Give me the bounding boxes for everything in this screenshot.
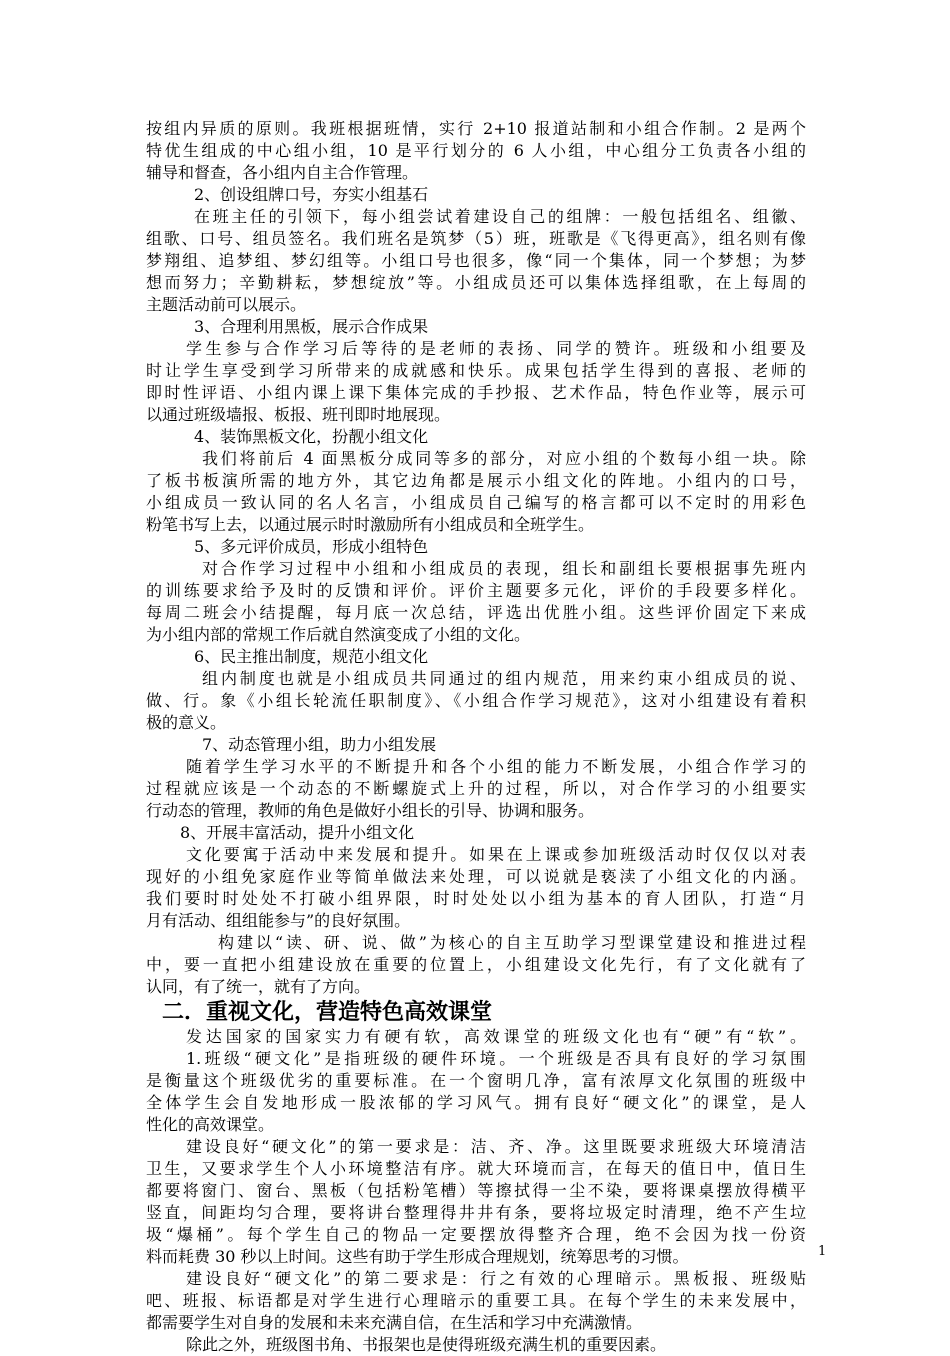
- paragraph-line: 了板书板演所需的地方外，其它边角都是展示小组文化的阵地。小组内的口号，: [146, 471, 806, 490]
- section-heading-7: 7、动态管理小组，助力小组发展: [202, 735, 437, 754]
- paragraph-line: 的训练要求给予及时的反馈和评价。评价主题要多元化，评价的手段要多样化。: [146, 581, 806, 600]
- paragraph-line: 特优生组成的中心组小组，10 是平行划分的 6 人小组，中心组分工负责各小组的: [146, 141, 806, 160]
- section-heading-5: 5、多元评价成员，形成小组特色: [194, 537, 429, 556]
- paragraph-line: 粉笔书写上去，以通过展示时时激励所有小组成员和全班学生。: [146, 515, 595, 534]
- section-heading-8: 8、开展丰富活动，提升小组文化: [180, 823, 415, 842]
- section-heading-4: 4、装饰黑板文化，扮靓小组文化: [194, 427, 429, 446]
- paragraph-line: 文化要寓于活动中来发展和提升。如果在上课或参加班级活动时仅仅以对表: [186, 845, 806, 864]
- paragraph-line: 以通过班级墙报、板报、班刊即时地展现。: [146, 405, 451, 424]
- paragraph-line: 小组成员一致认同的名人名言，小组成员自己编写的格言都可以不定时的用彩色: [146, 493, 806, 512]
- paragraph-line: 除此之外，班级图书角、书报架也是使得班级充满生机的重要因素。: [186, 1335, 667, 1354]
- paragraph-line: 吧、班报、标语都是对学生进行心理暗示的重要工具。在每个学生的未来发展中，: [146, 1291, 806, 1310]
- paragraph-line: 料而耗费 30 秒以上时间。这些有助于学生形成合理规划，统筹思考的习惯。: [146, 1247, 689, 1266]
- section-heading-6: 6、民主推出制度，规范小组文化: [194, 647, 429, 666]
- paragraph-line: 卫生，又要求学生个人小环境整洁有序。就大环境而言，在每天的值日中，值日生: [146, 1159, 806, 1178]
- paragraph-line: 行动态的管理，教师的角色是做好小组长的引导、协调和服务。: [146, 801, 595, 820]
- paragraph-line: 发达国家的国家实力有硬有软，高效课堂的班级文化也有“硬”有“软”。: [186, 1027, 806, 1046]
- paragraph-line: 在班主任的引领下，每小组尝试着建设自己的组牌：一般包括组名、组徽、: [194, 207, 806, 226]
- document-body: [146, 118, 806, 1356]
- paragraph-line: 时让学生享受到学习所带来的成就感和快乐。成果包括学生得到的喜报、老师的: [146, 361, 806, 380]
- paragraph-line: 建设良好“硬文化”的第二要求是：行之有效的心理暗示。黑板报、班级贴: [186, 1269, 806, 1288]
- section-heading-2: 2、创设组牌口号，夯实小组基石: [194, 185, 429, 204]
- paragraph-line: 每周二班会小结提醒，每月底一次总结，评选出优胜小组。这些评价固定下来成: [146, 603, 806, 622]
- chapter-heading: 二．重视文化，营造特色高效课堂: [162, 1000, 493, 1025]
- paragraph-line: 为小组内部的常规工作后就自然演变成了小组的文化。: [146, 625, 531, 644]
- paragraph-line: 学生参与合作学习后等待的是老师的表扬、同学的赞许。班级和小组要及: [186, 339, 806, 358]
- paragraph-line: 月有活动、组组能参与”的良好氛围。: [146, 911, 411, 930]
- paragraph-line: 随着学生学习水平的不断提升和各个小组的能力不断发展，小组合作学习的: [186, 757, 806, 776]
- paragraph-line: 按组内异质的原则。我班根据班情，实行 2+10 报道站制和小组合作制。2 是两个: [146, 119, 806, 138]
- page-number: 1: [818, 1244, 827, 1259]
- paragraph-line: 是衡量这个班级优劣的重要标准。在一个窗明几净，富有浓厚文化氛围的班级中: [146, 1071, 806, 1090]
- paragraph-line: 即时性评语、小组内课上课下集体完成的手抄报、艺术作品，特色作业等，展示可: [146, 383, 806, 402]
- paragraph-line: 对合作学习过程中小组和小组成员的表现，组长和副组长要根据事先班内: [202, 559, 806, 578]
- paragraph-line: 竖直，间距均匀合理，要将讲台整理得井井有条，要将垃圾定时清理，绝不产生垃: [146, 1203, 806, 1222]
- section-heading-3: 3、合理利用黑板，展示合作成果: [194, 317, 429, 336]
- paragraph-line: 都需要学生对自身的发展和未来充满自信，在生活和学习中充满激情。: [146, 1313, 643, 1332]
- paragraph-line: 全体学生会自发地形成一股浓郁的学习风气。拥有良好“硬文化”的课堂，是人: [146, 1093, 806, 1112]
- paragraph-line: 极的意义。: [146, 713, 227, 732]
- paragraph-line: 1.班级“硬文化”是指班级的硬件环境。一个班级是否具有良好的学习氛围: [186, 1049, 806, 1068]
- paragraph-line: 都要将窗门、窗台、黑板（包括粉笔槽）等擦拭得一尘不染，要将课桌摆放得横平: [146, 1181, 806, 1200]
- paragraph-line: 我们将前后 4 面黑板分成同等多的部分，对应小组的个数每小组一块。除: [202, 449, 806, 468]
- paragraph-line: 组歌、口号、组员签名。我们班名是筑梦（5）班，班歌是《飞得更高》，组名则有像: [146, 229, 806, 248]
- paragraph-line: 梦翔组、追梦组、梦幻组等。小组口号也很多，像“同一个集体，同一个梦想；为梦: [146, 251, 806, 270]
- paragraph-line: 组内制度也就是小组成员共同通过的组内规范，用来约束小组成员的说、: [202, 669, 806, 688]
- paragraph-line: 主题活动前可以展示。: [146, 295, 307, 314]
- paragraph-line: 认同，有了统一，就有了方向。: [146, 977, 371, 996]
- paragraph-line: 建设良好“硬文化”的第一要求是：洁、齐、净。这里既要求班级大环境清洁: [186, 1137, 806, 1156]
- paragraph-line: 构建以“读、研、说、做”为核心的自主互助学习型课堂建设和推进过程: [218, 933, 806, 952]
- paragraph-line: 中，要一直把小组建设放在重要的位置上，小组建设文化先行，有了文化就有了: [146, 955, 806, 974]
- paragraph-line: 做、行。象《小组长轮流任职制度》、《小组合作学习规范》，这对小组建设有着积: [146, 691, 806, 710]
- paragraph-line: 想而努力；辛勤耕耘，梦想绽放”等。小组成员还可以集体选择组歌，在上每周的: [146, 273, 806, 292]
- paragraph-line: 性化的高效课堂。: [146, 1115, 275, 1134]
- paragraph-line: 辅导和督查，各小组内自主合作管理。: [146, 163, 419, 182]
- paragraph-line: 我们要时时处处不打破小组界限，时时处处以小组为基本的育人团队，打造“月: [146, 889, 806, 908]
- paragraph-line: 圾“爆桶”。每个学生自己的物品一定要摆放得整齐合理，绝不会因为找一份资: [146, 1225, 806, 1244]
- paragraph-line: 过程就应该是一个动态的不断螺旋式上升的过程，所以，对合作学习的小组要实: [146, 779, 806, 798]
- paragraph-line: 现好的小组免家庭作业等简单做法来处理，可以说就是亵渎了小组文化的内涵。: [146, 867, 806, 886]
